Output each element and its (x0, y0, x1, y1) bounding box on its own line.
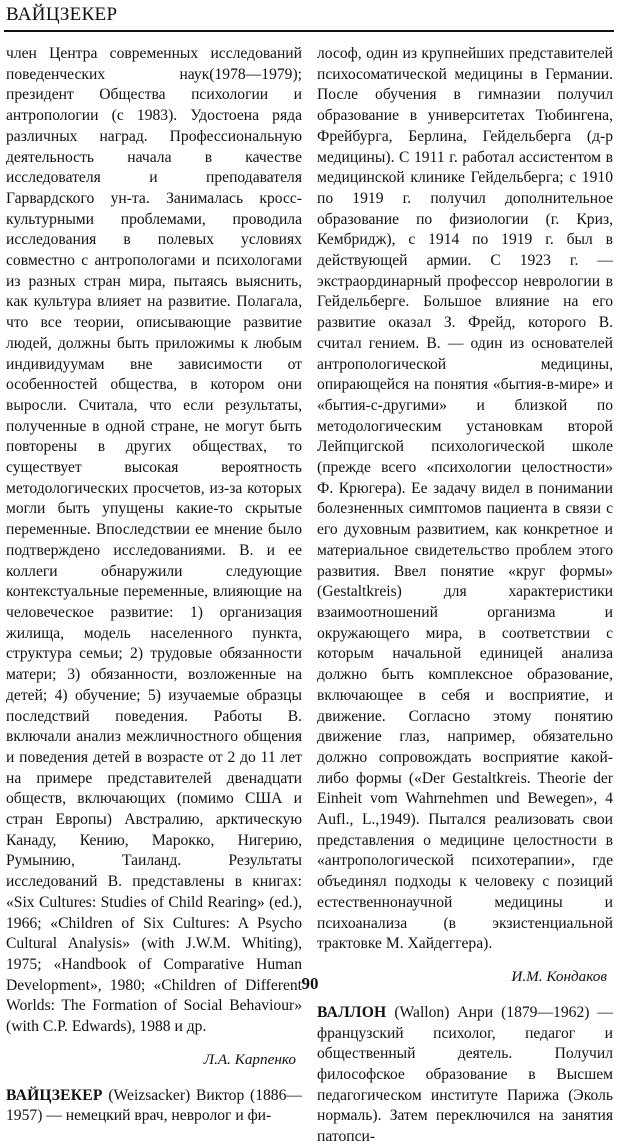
entry-continuation-text: лософ, один из крупнейших представителей психосоматической медицины в Германии. После обучения в гимназии получил образование в университетах Тюбингена, Фрейбурга, Берлина, Гейдельберга (д-р медицины). С 1911 г. работал ассистентом в медицинской клинике Гейдельберга; с 1910 по 1919 г. получил дополнительное образование по физиологии (г. Криз, Кембридж), с 1914 по 1919 г. был в действующей армии. С 1923 г. — экстраординарный профессор неврологии в Гейдельберге. Большое влияние на его развитие оказал З. Фрейд, которого В. считал гением. В. — один из основателей антропологической медицины, опирающейся на понятия «бытия-в-мире» и «бытия-с-другими» и близкой по методологическим установкам второй Лейпцигской психологической школе (прежде всего «психологии целостности» Ф. Крюгера). Ее задачу видел в понимании болезненных симптомов пациента в связи с его духовным развитием, как конкретное и материальное свидетельство проблем этого развития. Ввел понятие «круг формы» (Gestaltkreis) для характеристики взаимоотношений организма и окружающего мира, в соответствии с которым начальной единицей анализа должно быть комплексное образование, включающее в себя и восприятие, и движение. Согласно этому понятию движение глаз, например, обязательно должно сопровождать восприятие какой-либо формы («Der Gestaltkreis. Theorie der Einheit vom Wahrnehmen und Bewegen», 4 Aufl., L.,1949). Пытался реализовать свои представления о медицине целостности в «антропологической психотерапии», где объединял подходы к человеку с позиций естественнонаучной медицины и психоанализа (в экзистенциальной трактовке М. Хайдеггера). (317, 45, 613, 953)
entry-continuation-text: член Центра современных исследований поведенческих наук(1978—1979); президент Общества психологии и антропологии (с 1983). Удостоена ряда различных наград. Профессиональную деятельность начала в качестве исследователя и преподавателя Гарвардского ун-та. Занималась кросс-культурными проблемами, проводила исследования в полевых условиях совместно с антропологами и психологами из разных стран мира, пытаясь выяснить, как культура влияет на развитие. Полагала, что все теории, описывающие развитие людей, должны быть приложимы к любым индивидуумам вне зависимости от особенностей общества, в котором они выросли. Считала, что если результаты, полученные в одной стране, не могут быть повторены в других обществах, то существует высокая вероятность методологических просчетов, из-за которых могли быть упущены какие-то скрытые переменные. Впоследствии ее мнение было подтверждено исследованиями. В. и ее коллеги обнаружили следующие контекстуальные переменные, влияющие на человеческое развитие: 1) организация жилища, модель населенного пункта, структура семьи; 2) трудовые обязанности матери; 3) обязанности, возложенные на детей; 4) обучение; 5) изучаемые образцы последствий поведения. Работы В. включали анализ межличностного общения и поведения детей в возрасте от 2 до 11 лет на примере представителей двенадцати обществ, включающих (помимо США и стран Европы) Австралию, арктическую Канаду, Кению, Марокко, Нигерию, Румынию, Таиланд. Результаты исследований В. представлены в книгах: «Six Cultures: Studies of Child Rearing» (ed.), 1966; «Children of Six Cultures: A Psycho Cultural Analysis» (with J.W.M. Whiting), 1975; «Handbook of Comparative Human Development», 1980; «Children of Different Worlds: The Formation of Social Behaviour» (with C.P. Edwards), 1988 и др. (6, 45, 302, 1036)
running-head: ВАЙЦЗЕКЕР (6, 4, 118, 25)
page-number: 90 (301, 974, 319, 993)
left-column (6, 44, 302, 1127)
header-rule (4, 30, 614, 32)
dictionary-entry (317, 1003, 613, 1148)
dictionary-entry (6, 1086, 302, 1127)
author-signature: Л.А. Карпенко (203, 1050, 296, 1068)
entry-headword: ВАЛЛОН (317, 1003, 387, 1021)
entry-headword: ВАЙЦЗЕКЕР (6, 1086, 103, 1104)
entry-text: (Weizsacker) Виктор (1886—1957) — немецкий врач, невролог и фи- (6, 1086, 302, 1125)
entry-text: (Wallon) Анри (1879—1962) — французский психолог, педагог и общественный деятель. Получил философское образование в Высшем педагогическом институте Парижа (Эколь нормаль). Затем переключился на занятия патопси- (317, 1003, 613, 1146)
author-signature: И.М. Кондаков (511, 967, 607, 985)
